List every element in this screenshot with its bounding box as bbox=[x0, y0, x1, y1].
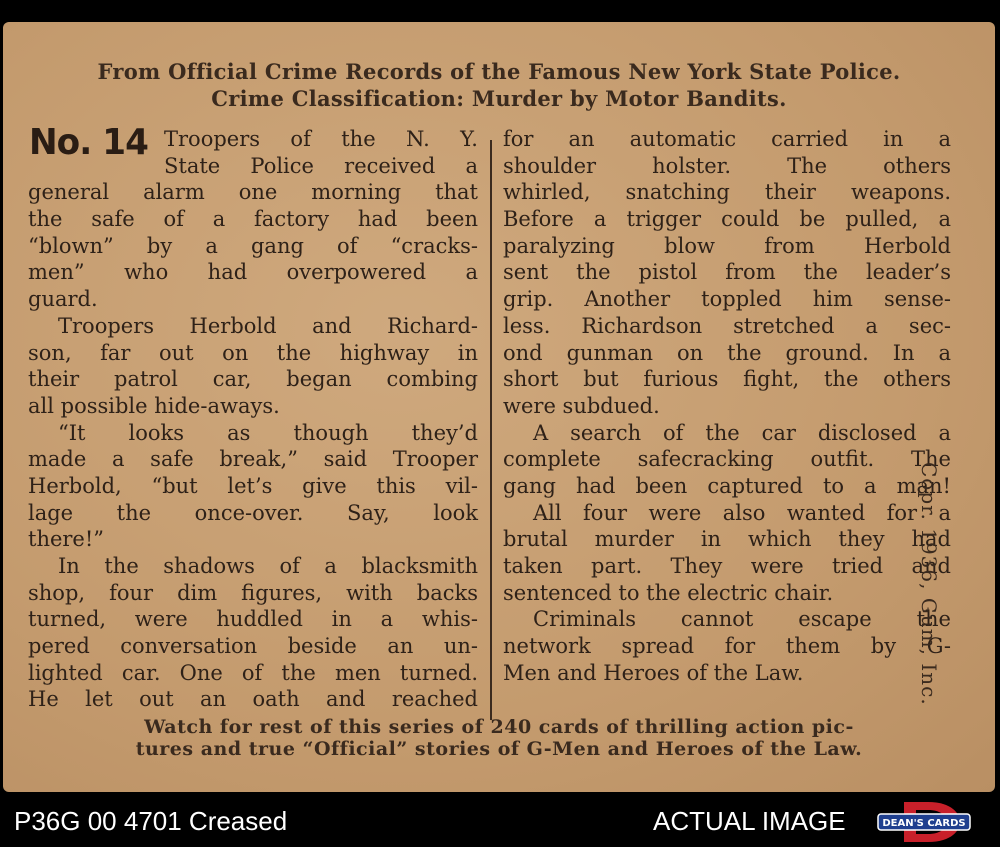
story-line: shoulder holster. The others bbox=[503, 153, 951, 178]
card-header bbox=[3, 58, 995, 112]
story-line: for an automatic carried in a bbox=[503, 127, 951, 151]
header-line-2: Crime Classification: Murder by Motor Bandits. bbox=[211, 86, 787, 111]
story-left-column bbox=[28, 126, 478, 713]
story-line: Criminals cannot escape the bbox=[533, 607, 951, 632]
story-line: there!” bbox=[28, 527, 105, 552]
logo-text: DEAN'S CARDS bbox=[882, 818, 966, 829]
footer-line-1: Watch for rest of this series of 240 cards of thrilling action pic- bbox=[144, 716, 854, 738]
trading-card bbox=[3, 22, 995, 792]
story-line: complete safecracking outfit. The bbox=[503, 447, 951, 472]
story-line: brutal murder in which they had bbox=[503, 527, 951, 552]
story-line: Herbold, “but let’s give this vil- bbox=[28, 473, 478, 498]
story-line: Troopers of the N. Y. bbox=[164, 127, 478, 151]
story-line: sentenced to the electric chair. bbox=[503, 580, 834, 605]
story-line: general alarm one morning that bbox=[28, 180, 478, 205]
card-number: No. 14 bbox=[29, 122, 148, 163]
listing-caption: P36G 00 4701 Creased bbox=[14, 806, 288, 836]
story-line: sent the pistol from the leader’s bbox=[503, 260, 951, 285]
story-line: All four were also wanted for a bbox=[533, 500, 951, 525]
header-line-1: From Official Crime Records of the Famous New York State Police. bbox=[97, 59, 901, 84]
story-line: lage the once-over. Say, look bbox=[28, 500, 478, 525]
story-line: State Police received a bbox=[164, 153, 478, 178]
actual-image-label: ACTUAL IMAGE bbox=[653, 806, 846, 836]
story-line: son, far out on the highway in bbox=[28, 340, 478, 365]
story-line: less. Richardson stretched a sec- bbox=[503, 313, 951, 338]
story-line: Men and Heroes of the Law. bbox=[503, 660, 804, 685]
story-line: Before a trigger could be pulled, a bbox=[503, 207, 951, 232]
story-line: “It looks as though they’d bbox=[58, 420, 478, 445]
column-divider bbox=[490, 140, 492, 720]
story-line: He let out an oath and reached bbox=[28, 687, 478, 712]
story-line: their patrol car, began combing bbox=[28, 367, 478, 392]
story-line: network spread for them by G- bbox=[503, 634, 951, 659]
story-line: A search of the car disclosed a bbox=[533, 420, 951, 445]
card-footer bbox=[3, 716, 995, 760]
story-line: guard. bbox=[28, 287, 98, 312]
story-line: the safe of a factory had been bbox=[28, 207, 478, 232]
story-line: pered conversation beside an un- bbox=[28, 634, 478, 659]
story-line: lighted car. One of the men turned. bbox=[28, 660, 478, 685]
story-line: “blown” by a gang of “cracks- bbox=[28, 233, 478, 258]
copyright-notice: Copr. 1936, Gum, Inc. bbox=[917, 462, 941, 706]
story-line: turned, were huddled in a whis- bbox=[28, 607, 478, 632]
story-line: Troopers Herbold and Richard- bbox=[58, 313, 478, 338]
story-line: all possible hide-aways. bbox=[28, 393, 280, 418]
story-line: taken part. They were tried and bbox=[503, 554, 951, 578]
footer-line-2: tures and true “Official” stories of G-Men and Heroes of the Law. bbox=[135, 738, 863, 760]
story-line: shop, four dim figures, with backs bbox=[28, 580, 478, 605]
story-right-column bbox=[503, 126, 951, 686]
story-line: whirled, snatching their weapons. bbox=[503, 180, 951, 205]
deans-cards-logo bbox=[876, 800, 972, 844]
story-line: paralyzing blow from Herbold bbox=[503, 233, 951, 258]
story-line: In the shadows of a blacksmith bbox=[58, 554, 478, 578]
story-line: short but furious fight, the others bbox=[503, 367, 951, 392]
story-line: made a safe break,” said Trooper bbox=[28, 447, 478, 472]
story-line: grip. Another toppled him sense- bbox=[503, 287, 951, 312]
story-line: men” who had overpowered a bbox=[28, 260, 478, 285]
story-line: ond gunman on the ground. In a bbox=[503, 340, 951, 365]
story-line: were subdued. bbox=[503, 393, 660, 418]
story-line: gang had been captured to a man! bbox=[503, 473, 951, 498]
